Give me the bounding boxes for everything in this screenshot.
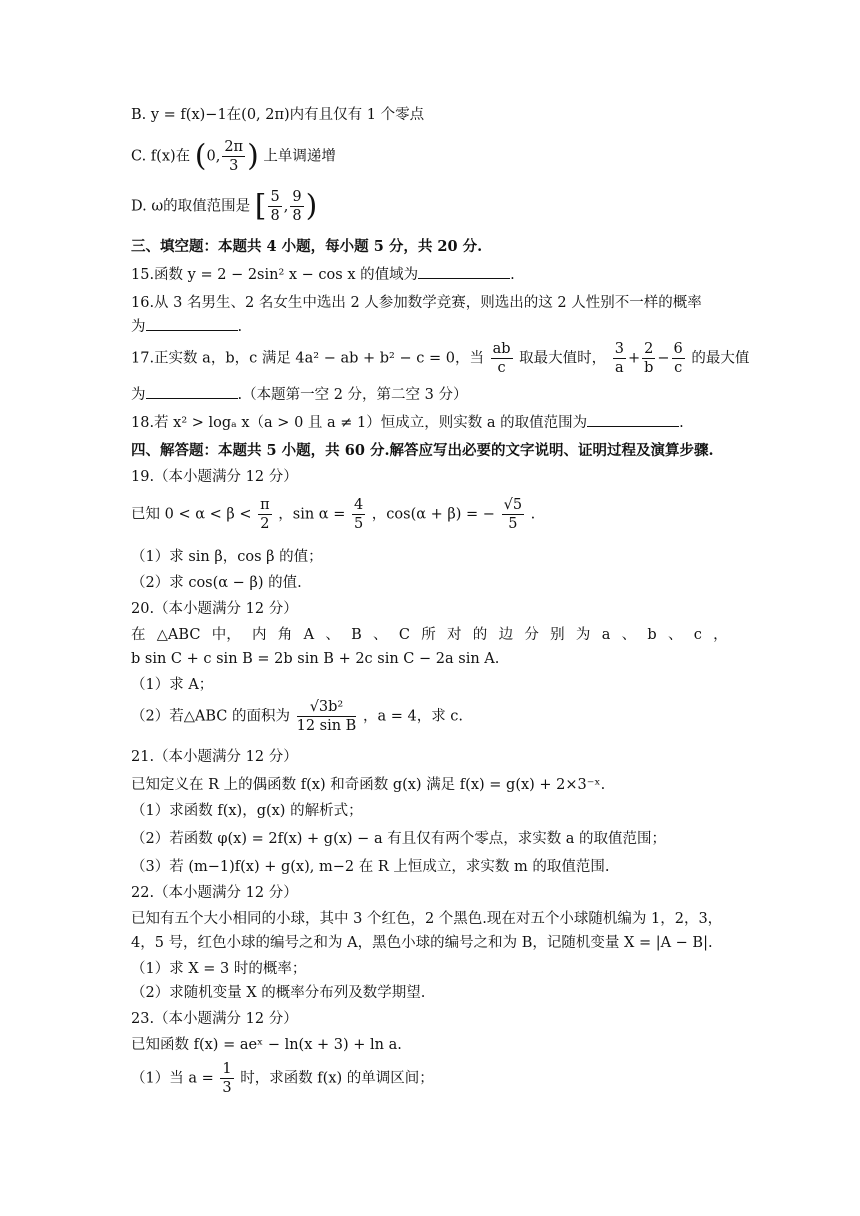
q20-token: 分	[524, 627, 539, 643]
option-d: D. ω的取值范围是 [ $\frac{5}{8}$ , $\frac{9}{8}$ )	[131, 188, 318, 224]
section-4-heading: 四、解答题：本题共 5 小题，共 60 分.解答应写出必要的文字说明、证明过程及演算步骤.	[131, 442, 714, 459]
question-18: 18.若 x² > logₐ x（a > 0 且 a ≠ 1）恒成立，则实数 a 的取值范围为 .	[131, 412, 728, 434]
q19-given-part: ，cos(α + β) = −	[371, 506, 495, 523]
question-23-given: 已知函数 f(x) = aeˣ − ln(x + 3) + ln a.	[131, 1037, 402, 1053]
question-22-line-1: 已知有五个大小相同的小球，其中 3 个红色，2 个黑色.现在对五个小球随机编为 1，2，3，	[131, 911, 723, 927]
question-16-line-1: 16.从 3 名男生、2 名女生中选出 2 人参加数学竞赛，则选出的这 2 人性别不一样的概率	[131, 295, 702, 311]
close-paren: )	[247, 138, 259, 174]
question-17-mid: 取最大值时，	[519, 350, 607, 367]
fraction-denominator: a	[615, 360, 624, 376]
q19-given-part: 已知 0 < α < β <	[131, 506, 252, 523]
q20-token: c	[693, 627, 702, 643]
fraction-numerator: 5	[270, 189, 280, 205]
fraction-numerator: 6	[673, 341, 683, 357]
q17-fraction-2-b	[642, 340, 655, 377]
question-20-part-2	[131, 698, 728, 740]
fraction-denominator: 2	[260, 516, 270, 532]
fraction-denominator: 12 sin B	[296, 718, 357, 734]
q17-fraction-6-c	[672, 340, 685, 377]
fraction-denominator: b	[644, 360, 654, 376]
q20-token: 所	[421, 627, 436, 643]
question-17-text: 为	[131, 387, 146, 403]
q20-token: B	[351, 627, 362, 643]
section-3-heading: 三、填空题：本题共 4 小题，每小题 5 分，共 20 分.	[131, 238, 483, 255]
answer-blank	[418, 264, 510, 279]
question-22-title: 22.（本小题满分 12 分）	[131, 885, 298, 901]
option-b	[131, 104, 728, 126]
fraction-denominator: c	[497, 360, 506, 376]
q19-fraction-4-5	[352, 496, 365, 533]
option-c-fraction	[222, 138, 245, 175]
question-21-title: 21.（本小题满分 12 分）	[131, 749, 298, 765]
option-c: C. f(x)在 (0, $\frac{2\pi}{3}$ ) 上单调递增	[131, 138, 336, 174]
option-d-fraction-1	[268, 188, 281, 225]
question-17-suffix: 的最大值	[691, 350, 750, 367]
q17-fraction-3-a	[613, 340, 626, 377]
q20-token: 、	[325, 627, 340, 643]
option-c-suffix: 上单调递增	[263, 148, 336, 165]
question-19-part-2: （2）求 cos(α − β) 的值.	[131, 575, 302, 591]
q20-token: 在	[131, 627, 146, 643]
question-22-line-2: 4，5 号，红色小球的编号之和为 A，黑色小球的编号之和为 B，记随机变量 X = |A − B|.	[131, 935, 713, 951]
fraction-denominator: 3	[222, 1080, 232, 1096]
option-b-text: B. y = f(x)−1在(0, 2π)内有且仅有 1 个零点	[131, 107, 425, 123]
question-17-line-2	[131, 384, 728, 406]
question-21-part-3: （3）若 (m−1)f(x) + g(x), m−2 在 R 上恒成立，求实数 m 的取值范围.	[131, 859, 610, 875]
q23-fraction-1-3	[220, 1060, 233, 1097]
question-22-part-2: （2）求随机变量 X 的概率分布列及数学期望.	[131, 985, 426, 1001]
q20-token: 、	[373, 627, 388, 643]
q20-token: △ABC	[156, 627, 201, 643]
question-17-line-1: 17.正实数 a，b，c 满足 4a² − ab + b² − c = 0，当 $\frac{ab}{c}$ 取最大值时， $\frac{3}{a}$ + $\frac{2}{b}$ − $\frac{6}{c}$ 的最大值	[131, 341, 750, 376]
fraction-numerator: √3b²	[297, 698, 357, 717]
question-20-line-1	[131, 624, 728, 646]
fraction-numerator: 4	[353, 497, 364, 513]
question-19-part-1: （1）求 sin β，cos β 的值；	[131, 549, 323, 565]
q20-token: 为	[575, 627, 591, 643]
q20-token: b	[647, 627, 657, 643]
fraction-numerator: 2π	[224, 139, 244, 155]
q20-token: 边	[498, 627, 514, 643]
q20-token: 别	[550, 627, 565, 643]
question-23-title: 23.（本小题满分 12 分）	[131, 1011, 298, 1027]
q20-token: 内	[252, 627, 267, 643]
fraction-numerator: π	[260, 497, 270, 513]
q23-part-1-prefix: （1）当 a =	[131, 1070, 214, 1087]
question-21-part-2: （2）若函数 φ(x) = 2f(x) + g(x) − a 有且仅有两个零点，求实数 a 的取值范围；	[131, 831, 667, 847]
q19-fraction-sqrt5-5	[502, 496, 524, 533]
open-bracket: [	[254, 188, 267, 224]
q20-part-2-prefix: （2）若△ABC 的面积为	[131, 708, 290, 725]
option-d-prefix: D. ω的取值范围是	[131, 198, 251, 215]
fraction-numerator: 3	[614, 341, 624, 357]
question-18-text: 18.若 x² > logₐ x（a > 0 且 a ≠ 1）恒成立，则实数 a 的取值范围为	[131, 415, 588, 431]
q19-fraction-pi-2	[258, 496, 272, 533]
question-20-line-2: b sin C + c sin B = 2b sin B + 2c sin C − 2a sin A.	[131, 651, 500, 667]
fraction-numerator: √5	[503, 497, 523, 513]
q20-part-2-suffix: ，a = 4，求 c.	[362, 708, 464, 725]
q20-token: A	[303, 627, 315, 643]
answer-blank	[146, 384, 238, 399]
answer-blank	[587, 412, 679, 427]
close-paren: )	[305, 188, 318, 224]
fraction-denominator: c	[674, 360, 683, 376]
question-22-part-1: （1）求 X = 3 时的概率；	[131, 961, 307, 977]
open-paren: (	[194, 138, 207, 174]
q20-token: 的	[472, 627, 488, 643]
answer-blank	[146, 316, 238, 331]
question-17-note: .（本题第一空 2 分，第二空 3 分）	[237, 387, 468, 403]
fraction-numerator: ab	[492, 341, 511, 357]
question-19-title: 19.（本小题满分 12 分）	[131, 469, 298, 485]
question-20-title: 20.（本小题满分 12 分）	[131, 601, 298, 617]
q23-part-1-suffix: 时，求函数 f(x) 的单调区间；	[240, 1070, 434, 1087]
question-19-given	[131, 496, 728, 540]
q20-token: C	[398, 627, 410, 643]
question-16-text: 为	[131, 319, 146, 335]
question-17-prefix: 17.正实数 a，b，c 满足 4a² − ab + b² − c = 0，当	[131, 350, 484, 367]
question-23-part-1	[131, 1060, 728, 1104]
fraction-numerator: 2	[644, 341, 654, 357]
q19-given-part: .	[530, 506, 536, 523]
question-21-part-1: （1）求函数 f(x)，g(x) 的解析式；	[131, 803, 363, 819]
fraction-denominator: 8	[270, 208, 280, 224]
question-15-text: 15.函数 y = 2 − 2sin² x − cos x 的值域为	[131, 267, 419, 283]
q20-token: 、	[621, 627, 637, 643]
q20-token: 、	[667, 627, 683, 643]
q20-token: ，	[713, 627, 728, 643]
q20-token: a	[601, 627, 611, 643]
q20-token: 对	[447, 627, 462, 643]
q17-fraction-ab-c	[491, 340, 513, 377]
option-c-prefix: C. f(x)在	[131, 148, 191, 165]
q20-token: 中，	[211, 627, 241, 643]
fraction-denominator: 8	[292, 208, 302, 224]
fraction-numerator: 9	[292, 189, 302, 205]
fraction-numerator: 1	[222, 1061, 232, 1077]
fraction-denominator: 5	[353, 516, 364, 532]
q20-token: 角	[277, 627, 293, 643]
question-21-given: 已知定义在 R 上的偶函数 f(x) 和奇函数 g(x) 满足 f(x) = g(x) + 2×3⁻ˣ.	[131, 777, 606, 793]
question-16-line-2: 为 .	[131, 316, 728, 338]
option-d-fraction-2	[290, 188, 303, 225]
fraction-denominator: 5	[508, 516, 518, 532]
question-15: 15.函数 y = 2 − 2sin² x − cos x 的值域为 .	[131, 264, 728, 286]
fraction-denominator: 3	[229, 158, 239, 174]
q20-area-fraction	[297, 698, 357, 735]
question-20-part-1: （1）求 A；	[131, 677, 214, 693]
q19-given-part: ，sin α =	[278, 506, 346, 523]
